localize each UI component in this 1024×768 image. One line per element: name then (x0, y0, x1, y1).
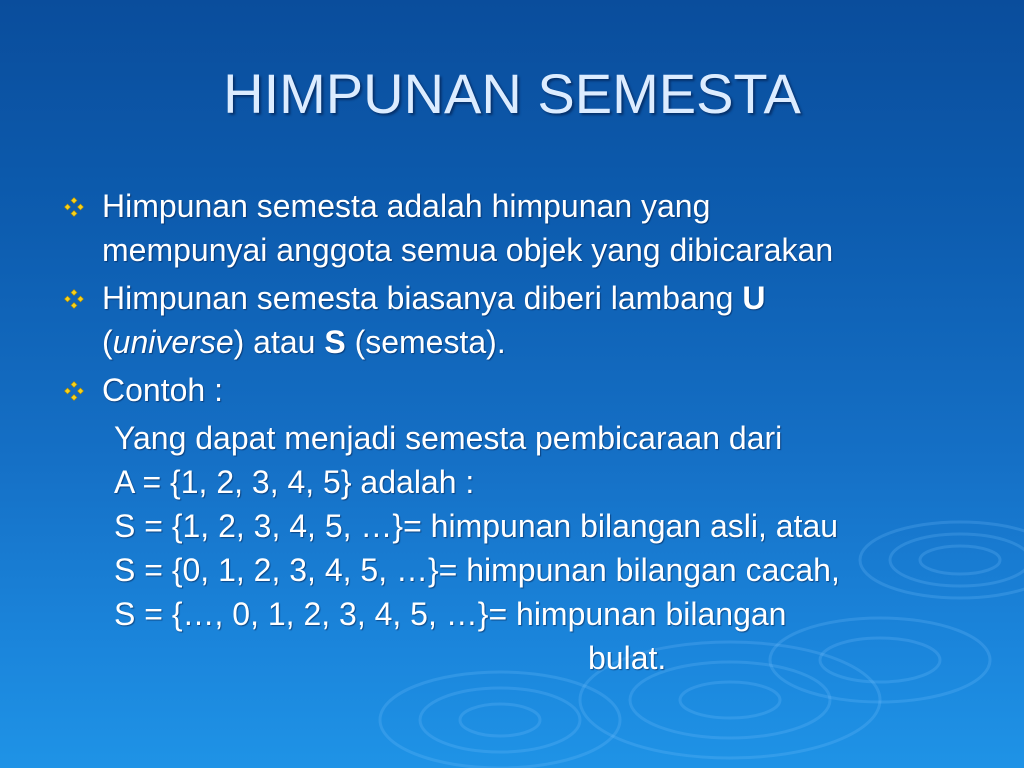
bullet-text: (semesta). (345, 324, 506, 360)
bullet-text: Himpunan semesta biasanya diberi lambang (102, 280, 743, 316)
example-line: Yang dapat menjadi semesta pembicaraan dari (114, 420, 783, 456)
bullet-text: ( (102, 324, 113, 360)
example-line: S = {0, 1, 2, 3, 4, 5, …}= himpunan bilangan cacah, (114, 552, 840, 588)
bullet-text-line: Contoh : (102, 372, 223, 408)
slide-body (64, 184, 984, 680)
bullet-item-example (64, 368, 984, 412)
example-line: S = {…, 0, 1, 2, 3, 4, 5, …}= himpunan bilangan (114, 596, 787, 632)
bullet-text: ) atau (233, 324, 325, 360)
four-diamond-bullet-icon (64, 289, 84, 309)
four-diamond-bullet-icon (64, 197, 84, 217)
example-line: A = {1, 2, 3, 4, 5} adalah : (114, 464, 475, 500)
example-line: S = {1, 2, 3, 4, 5, …}= himpunan bilangan asli, atau (114, 508, 839, 544)
four-diamond-bullet-icon (64, 381, 84, 401)
symbol-s: S (324, 324, 346, 360)
slide-title: HIMPUNAN SEMESTA (223, 62, 801, 125)
bullet-item-symbol (64, 276, 984, 364)
universe-word: universe (112, 324, 234, 360)
symbol-u: U (742, 280, 766, 316)
bullet-text-line: Himpunan semesta adalah himpunan yang (102, 188, 711, 224)
bullet-text-line (102, 320, 984, 364)
example-line: bulat. (588, 640, 667, 676)
bullet-item-definition (64, 184, 984, 272)
bullet-text-line: mempunyai anggota semua objek yang dibicarakan (102, 232, 834, 268)
bullet-text-line (102, 276, 984, 320)
